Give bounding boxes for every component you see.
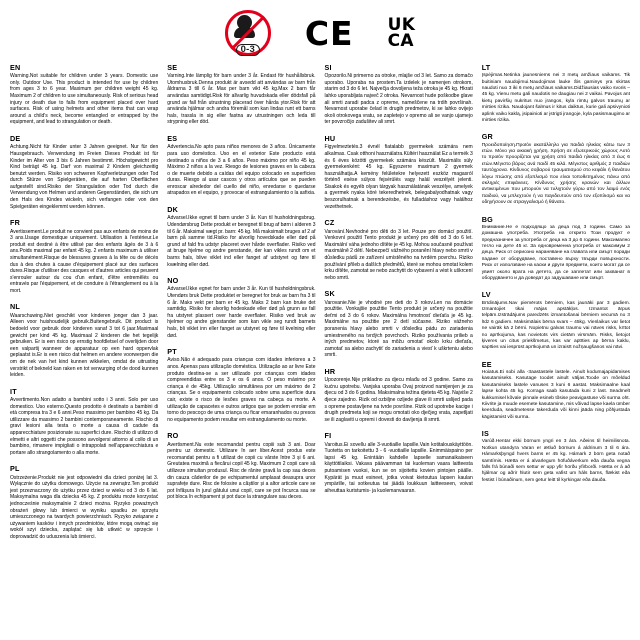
- warning-text: Advarsel.Ikke egnet til børn under 3 år. Kun til husholdningsbrug. Udendørsbrug Dette produkt er beregnet til brug af børn i alderen 3 til 6 år. Maksimal vægt pr. barn: 45 kg. Må maksimalt bruges af 2 af børn på samme tid.Risiko for alvorlig hovedskade eller død på grund af fald fra udstyr placeret over hårde overflader. Risiko ved at bruge hjelme og andre genstande, der kan vikles rundt om et barns hals, blive viklet ind eller fanget af udstyret og føre til kvælning eller død.: [167, 215, 316, 268]
- language-block-gr: [482, 133, 630, 206]
- language-block-si: [325, 64, 473, 126]
- ukca-mark-icon: [387, 14, 416, 51]
- warning-text: Avertisment.Nu este recomandat pentru copiii sub 3 ani. Doar pentru uz domestic. Utilizare în aer liber.Acest produs este recomandat pentru a fi utilizat de copii cu vârste între 3 și 6 ani. Greutatea maximă a fiecărui copil 45 kg. Maximum 2 copii care să utilizeze simultan produsul. Risc de rănire gravă la cap sau deces din cauza căderilor de pe echipamentul amplasat deasupra unor suprafețe dure. Risc de folosire a căștilor și a altor articole care se pot înfășura în jurul gâtului unui copil, care se pot încurca sau se pot bloca în echipament și pot duce la strangulare sau deces.: [167, 441, 316, 501]
- language-block-en: [10, 64, 158, 126]
- language-block-hu: [325, 135, 473, 210]
- language-code: IS: [481, 429, 489, 439]
- warning-text: Brīdinājums.Nav piemērots bērniem, kas jaunāki par 3 gadiem. Izmantojiet tikai mājas apstākļos. Izmantot ārpus telpām.Izstrādājums paredzēts izmantošanai bērniem vecumā no 3 līdz 6 gadiem. Maksimālais bērna svars – 45kg. Vienlaikus var lietot ne vairāk kā 2 bērni. Nopietnu galvas traumu vai nāves risks, krītot no aprīkojuma, kas novietots virs cietām virsmām. Risks, lietojot ķiveres un citus priekšmetus, kas var aptīties ap bērna kaklu, sapīties vai iesprūst aprīkojumā un izraisīt nožņaugšanos vai nāvi.: [481, 300, 630, 351]
- language-code: LV: [481, 290, 491, 300]
- ukca-line-2: CA: [387, 31, 414, 51]
- language-code: FI: [324, 431, 332, 441]
- language-code: SK: [324, 289, 335, 299]
- language-code: RO: [167, 431, 179, 441]
- language-column-2: [167, 64, 315, 550]
- language-code: CZ: [324, 218, 335, 228]
- language-code: LT: [481, 63, 491, 72]
- language-block-nl: [10, 303, 158, 378]
- language-block-it: [10, 388, 158, 457]
- language-block-pt: [167, 348, 315, 423]
- warning-text: Achtung.Nicht für Kinder unter 3 Jahren geeignet. Nur für den Hausgebrauch. Verwendung im Freien Dieses Produkt ist für Kinder im Alter von 3 bis 6 Jahren bestimmt. Höchstgewicht pro Kind beträgt 45 kg. Darf von maximal 2 Kindern gleichzeitig benutzt werden. Risiko von schweren Kopfverletzungen oder Tod durch Stürze von Spielgeräten, die auf harten Oberflächen aufgestellt sind.Risiko der Strangulation oder Tod durch die Verwendung von Helmen und anderen Gegenständen, die sich um den Hals des Kindes wickeln, sich verfangen oder von den Spielgeräten eingeklemmt werden können.: [10, 144, 159, 210]
- warning-text: Varoitus.Ei sovellu alle 3-vuotiaille lapsille.Vain kotitalouskäyttöön. Tuotetta on tarkoitettu 3 - 6 -vuotiaille lapsille. Enimmäispaino per lapsi 45 kg. Enintään kahdelle lapselle samanaikaiseen käyttötilaiksi. Vakava päävamman tai kuoleman vaara laitteesta putoamisen vuoksi, kun se on sijoitettu kovien pintojen päälle. Kypärät ja muut esineet, jotka voivat kietoutua lapsen kaulan ympärille, tai sotkeutua tai jäädä loukkuun laitteeseen, voivat aiheuttaa kuristumis- ja kuolemanvaaran.: [324, 441, 473, 494]
- warning-text: Внимание.Не е подходящо за деца под 3 години. Само за домашна употреба. Употреба на открито Този продукт е предназначен за употреба от деца на 3 до 6 години. Максимално тегло на дете 45 кг. За едновременна употреба от максимум 2 деца. Риск от сериозно нараняване на главата или смърт поради падане от оборудване, поставено върху твърди повърхности. Риск от използване на каски и други предмети, които могат да се увият около врата на детето, да се заплетат или захванат в оборудването и да доведат до задушаване или смърт.: [481, 224, 630, 281]
- language-block-dk: [167, 206, 315, 268]
- warning-text: Avvertimento.Non adatto a bambini sotto i 3 anni. Solo per uso domestico. Uso esterno.Questo prodotto è destinato a bambini di età compresa tra 3 e 6 anni.Peso massimo per bambino 45 kg. Da utilizzare da massimo 2 bambini contemporaneamente. Rischio di gravi lesioni alla testa o morte a causa di cadute da apparecchiature posizionate su superfici dure. Rischio di utilizzo di elmetti e altri oggetti che possono avvolgersi attorno al collo di un bambino, rimanere impigliati o intrappolati nell'apparecchiatura e portare allo strangolamento o alla morte.: [10, 396, 159, 456]
- language-block-es: [167, 135, 315, 197]
- language-code: NO: [167, 276, 179, 286]
- language-block-is: [482, 430, 630, 484]
- language-block-se: [167, 64, 315, 126]
- warning-text: Hoiatus.Ei sobi alla -3aastastele lastele. Ainult kodumajapidamises kasutamiseks. Kasutage toodet ainult väljas.Toode on mõeldud kasutamiseks lastele vanuses 3 kuni 6 aastat. Maksimaalne kaal lapse kohta 45 kg. Korraga saab kasutada kuni 2 last. Seadmelt kukkumisel kõvale pinnale esineb tõsise peavigastuse või surma oht. Kiivrite ja muude esemete kasutamine, mis võivad lapse kaela ümber keerduda, seadmetesse takerduda või kinni jääda ning põhjustada kägistamist või surma.: [481, 370, 630, 420]
- symbol-row: [10, 6, 630, 60]
- language-block-bg: [482, 216, 630, 283]
- age-range-label: 0-3: [240, 44, 255, 55]
- language-block-de: [10, 135, 158, 210]
- warning-text: Advarsel.Ikke egnet for barn under 3 år. Kun til husholdningsbruk. Utendørs bruk Dette produktet er beregnet for bruk av barn fra 3 til 6 år. Maks vekt per barn er 45 kg. Maks 2 barn kan bruke det samtidig. Risiko for alvorlig hodeskade eller død på grunn av fall fra utstyret plassert over harde overflater. Risiko ved bruk av hjelmer og andre gjenstander som kan vikle seg rundt barnets hals, bli viklet inn eller fanget av utstyret og føre til kvelning eller død.: [167, 286, 316, 339]
- language-code: PL: [10, 464, 20, 474]
- language-code: EN: [10, 63, 21, 72]
- language-column-4: [482, 64, 630, 550]
- language-block-ee: [482, 361, 630, 421]
- warning-text: Varování.Nevhodné pro děti do 3 let. Pouze pro domácí použití. Venkovní použití Tento produkt je určený pro děti od 3 do 6 let. Maximální váha jednoho dítěte je 45 kg. Mohou současně používat maximálně 2 dětí. Nebezpečí vážného poranění hlavy nebo smrti v důsledku pádů ze zařízení umístěného na tvrdém povrchu. Riziko používání přileb a dalších předmětů, které se mohou omotat kolem krku dítěte, zamotat se nebo zachytit do vybavení a vést k uškrcení nebo smrti.: [324, 228, 473, 281]
- warning-text: Aviso.Não é adequado para crianças com idades inferiores a 3 anos. Apenas para utilização doméstica. Utilização ao ar livre Este produto destina-se a ser utilizado por crianças com idades compreendidas entre os 3 e os 6 anos. O peso máximo por criança é de 45kg. Utilização simultânea por um máximo de 2 crianças. Se o equipamento colocado sobre uma superfície dura cair, existe o risco de lesões graves na cabeça ou morte. A utilização de capacetes e outros artigos que se podem enrolar em torno do pescoço de uma criança ou ficar emaranhados ou presos no equipamento podem resultar em estrangulamento ou morte.: [167, 357, 316, 423]
- language-code: HR: [324, 366, 336, 376]
- warning-text: Avertissement.Le produit ne convient pas aux enfants de moins de 3 ans.Usage domestique uniquement. Utilisation à l'extérieur.Le produit est destiné à être utilisé par des enfants âgés de 3 à 6 ans.Poids maximal par enfant 45 kg. 2 enfants maximum à utiliser simultanément.Risque de blessures graves à la tête ou de décès dus à des chutes à cause d'équipement placé sur des surfaces dures.Risque d'utiliser des casques et d'autres articles qui peuvent s'enrouler autour du cou d'un enfant, d'être entremêlés ou entravés par l'équipement, et de conduire à l'étranglement ou à la mort.: [10, 228, 159, 294]
- warning-text: Varúð.Hentar ekki börnum yngri en 3 ára. Aðeins til heimilisnota. Notkun utandyra Varan er ætluð börnum á aldrinum 3 til 6 ára. Hámarksþyngd hvers barns er 45 kg. Hámark 2 börn geta notað samtímis. Hætta er á alvarlegum höfuðáverkum eða dauða vegna falls frá búnaði sem settur er upp yfir hörðu yfirborði. Hætta er á að hjálmar og aðrir hlutir sem geta vafist um háls barns, flækist eða festist í búnaðinum, sem getur leitt til kyrkingar eða dauða.: [481, 439, 630, 483]
- language-block-no: [167, 277, 315, 339]
- language-code: PT: [167, 347, 177, 357]
- language-code: DK: [167, 205, 179, 215]
- warning-text: Advertencia.No apto para niños menores de 3 años. Únicamente para uso doméstico. Uso en el exterior Este producto está destinado a niños de 3 a 6 años. Peso máximo por niño 45 kg. Máximo 2 niños a la vez. Riesgo de lesiones graves en la cabeza o de muerte debido a caídas del equipo colocado en superficies duras. Riesgo al usar cascos y otros artículos que se pueden enroscar alrededor del cuello del niño, enredarse o quedarse atrapados en el equipo, y provocar el estrangulamiento o la asfixia.: [167, 144, 316, 197]
- warning-text: Opozorilo.Ni primerno za otroke, mlajše od 3 let. Samo za domačo uporabo. Uporaba na prostem.Ta izdelek je namenjen otrokom, starim od 3 do 6 let. Največja dovoljena teža otroka je 45 kg. Hkrati lahko uporabljata največ 2 otroka. Nevarnost hude poškodbe glave ali smrti zaradi padca z opreme, nameščene na trdih površinah. Nevarnost uporabe čelad in drugih predmetov, ki se lahko ovijejo okoli otrokovega vratu, se zapletejo v opremo ali se vanjo ujamejo ter povzročijo zadušitev ali smrt.: [324, 73, 473, 126]
- language-code: FR: [10, 218, 20, 228]
- language-code: NL: [10, 302, 20, 312]
- language-block-hr: [325, 368, 473, 423]
- warning-text: Įspėjimas.Netinka jaunesniems nei 3 metų amžiaus vaikams. Tik buitiniam naudojimui.Naudojimas lauke Šis gaminys yra skirtas naudoti nuo 3 iki 6 metų amžiaus vaikams.Didžiausias vaiko svoris – 45 kg. Vienu metu gali naudotis ne daugiau nei 2 vaikai. Pavojus ant kietų paviršių nukritus nuo įrangos, kyla rimtų galvos traumų ar mirties rizika. Naudojant šalmus ir kitus daiktus, kurie gali apsivynioti aplink vaiko kaklą, įsipainioti ar įstrigti įrangoje, kyla pasismaugimo ar mirties rizika.: [481, 73, 630, 124]
- language-code: ES: [167, 134, 178, 144]
- language-block-fr: [10, 219, 158, 294]
- language-block-ro: [167, 432, 315, 501]
- warning-text: Varning.Inte lämplig för barn under 3 år. Endast för hushållsbruk. Utomhusbruk.Denna produkt är avsedd att användas av barn från åldrarna 3 till 6 år. Max per barn vikt 45 kg.Max 2 barn får användas samtidigt.Risk för allvarlig huvudskada eller dödsfall på grund av fall från utrustning placerad över hårda ytor.Risk för att använda hjälmar och andra föremål som kan lindas runt ett barns hals, trassla in sig eller fastna av utrustningen och leda till strypning eller död.: [167, 73, 316, 126]
- ukca-line-1: UK: [387, 14, 416, 35]
- language-block-fi: [325, 432, 473, 494]
- language-code: DE: [10, 134, 21, 144]
- warning-text: Προειδοποίηση.Προϊόν ακατάλληλο για παιδιά ηλικίας κάτω των 3 ετών. Μόνο για οικιακή χρήση. Χρήση σε εξωτερικούς χώρους Αυτό το προϊόν προορίζεται για χρήση από παιδιά ηλικίας από 3 έως 6 ετών.Μέγιστο βάρος ανά παιδί 45 κιλά. Μέγιστος αριθμός 2 παιδιών ταυτόχρονα. Κίνδυνος σοβαρού τραυματισμού στο κεφάλι ή θανάτου λόγω πτώσης από εξοπλισμό που είναι τοποθετημένος πάνω από σκληρές επιφάνειες. Κίνδυνος χρήσης κρανών και άλλων αντικειμένων που μπορούν να τυλιχτούν γύρω από τον λαιμό ενός παιδιού, να μπλεχτούν ή να παγιδευτούν από τον εξοπλισμό και να οδηγήσουν σε στραγγαλισμό ή θάνατο.: [481, 142, 630, 206]
- warning-text: Warning.Not suitable for children under 3 years. Domestic use only. Outdoor Use. This product is intended for use by children from ages 3 to 6 year. Maximum per children weight 45 kg. Maximum 2 of children to use simultaneously. Risk of serious head injury or death due to falls from equipment placed over hard surfaces. Risk of using helmets and other items that can wrap around a child's neck, become entangled or entrapped by the equipment, and lead to strangulation or death.: [10, 73, 159, 126]
- warning-text: Ostrzeżenie.Produkt nie jest odpowiedni dla dzieci poniżej lat 3. Wyłącznie do użytku domowego. Użycie na zewnątrz.Ten produkt jest przeznaczony do użytku przez dzieci w wieku od 3 do 6 lat. Maksymalna waga dla dziecka 45 kg. Z produktu może korzystać jednocześnie maksymalnie 2 dzieci można. Ryzyko poważnych obrażeń głowy lub śmierci w wyniku upadku ze sprzętu umieszczonego na twardych powierzchniach. Ryzyko związane z używaniem kasków i innych przedmiotów, które mogą owinąć się wokół szyi dziecka, zaplątać się lub utkwić w sprzęcie i doprowadzić do uduszenia lub śmierci.: [10, 474, 159, 540]
- language-code: SE: [167, 63, 178, 72]
- language-block-lt: [482, 64, 630, 124]
- language-column-1: [10, 64, 158, 550]
- language-code: BG: [481, 214, 493, 224]
- language-block-cz: [325, 219, 473, 281]
- warning-text: Waarschuwing.Niet geschikt voor kinderen jonger dan 3 jaar. Alleen voor huishoudelijk gebruik.Buitengebruik. Dit product is bedoeld voor gebruik door kinderen vanaf 3 tot 6 jaar.Maximaal gewicht per kind 45 kg. Maximaal 2 kinderen die het tegelijk gebruiken. Er is een risico op ernstig hoofdletsel of overlijden door een valpartij wanneer de apparatuur op een hard oppervlak geplaatst is.Er is een risico dat helmen en andere voorwerpen die om de nek van het kind kunnen wikkelen, omdat de uitrusting verstrikt of bekneld kan raken en tot verwurging of de dood kunnen leiden.: [10, 312, 159, 379]
- warning-text: Upozorenje.Nije prikladno za djecu mlađu od 3 godine. Samo za kućnu upotrebu. Vanjska uporaba Ovaj proizvod namijenjen je za djecu od 3 do 6 godina. Maksimalna težina djeteta 45 kg. Najviše 2 djece zajedno. Rizik od ozbiljne ozljede glave ili smrti uslijed pada s opreme postavljene na tvrde površine. Rizik od upotrebe kacige i drugih predmeta koji se mogu omotati oko dječjeg vrata, zapetljati se ili zaglaviti u opremi i dovesti do davljenja ili smrti.: [324, 377, 473, 423]
- language-column-3: [325, 64, 473, 550]
- warning-text: Varovanie.Nie je vhodné pre deti do 3 rokov.Len na domácie použitie. Vonkajšie použitie Tento produkt je určený na použitie deťmi od 3 do 6 rokov. Maximálna hmotnosť dieťaťa je 45 kg. Maximálne na použitie pre 2 detí súčasne. Riziko vážneho poranenia hlavy alebo smrti v dôsledku pádu zo zariadenia umiestneného na tvrdých povrchoch. Riziko používania prilieb a iných predmetov, ktoré sa môžu omotať okolo krku dieťaťa, zamotať sa alebo zachytiť do zariadenia a viesť k uškrteniu alebo smrti.: [324, 299, 473, 359]
- no-children-under-three-icon: [225, 10, 271, 56]
- language-code: IT: [10, 386, 17, 396]
- language-block-lv: [482, 291, 630, 351]
- language-columns: [10, 64, 630, 550]
- language-block-sk: [325, 290, 473, 359]
- language-code: SI: [324, 63, 332, 72]
- language-code: EE: [481, 359, 492, 369]
- ce-mark-icon: CE: [304, 13, 354, 53]
- language-code: GR: [481, 132, 493, 142]
- language-code: HU: [324, 134, 336, 144]
- language-block-pl: [10, 465, 158, 540]
- warning-text: Figyelmeztetés.3 évnél fiatalabb gyermekek számára nem alkalmas. Csak otthoni használatra.Kültéri használat Ez a termék 3 és 6 éves közötti gyermekek számára készült. Maximális súly gyermekenként: 45 kg. Egyszerre maximum 2 gyermek használhatja.A kemény felületekre helyezett eszköz magasról történő esése súlyos fejsérülés vagy halál veszélyét jelenti. Sisakok és egyéb olyan tárgyak használatának veszélye, amelyek a gyermek nyaka köré tekeredhetnek, belegabalyodhatnak vagy beszorulhatnak a berendezésbe, és fulladáshoz vagy halálhoz vezethetnek.: [324, 144, 473, 210]
